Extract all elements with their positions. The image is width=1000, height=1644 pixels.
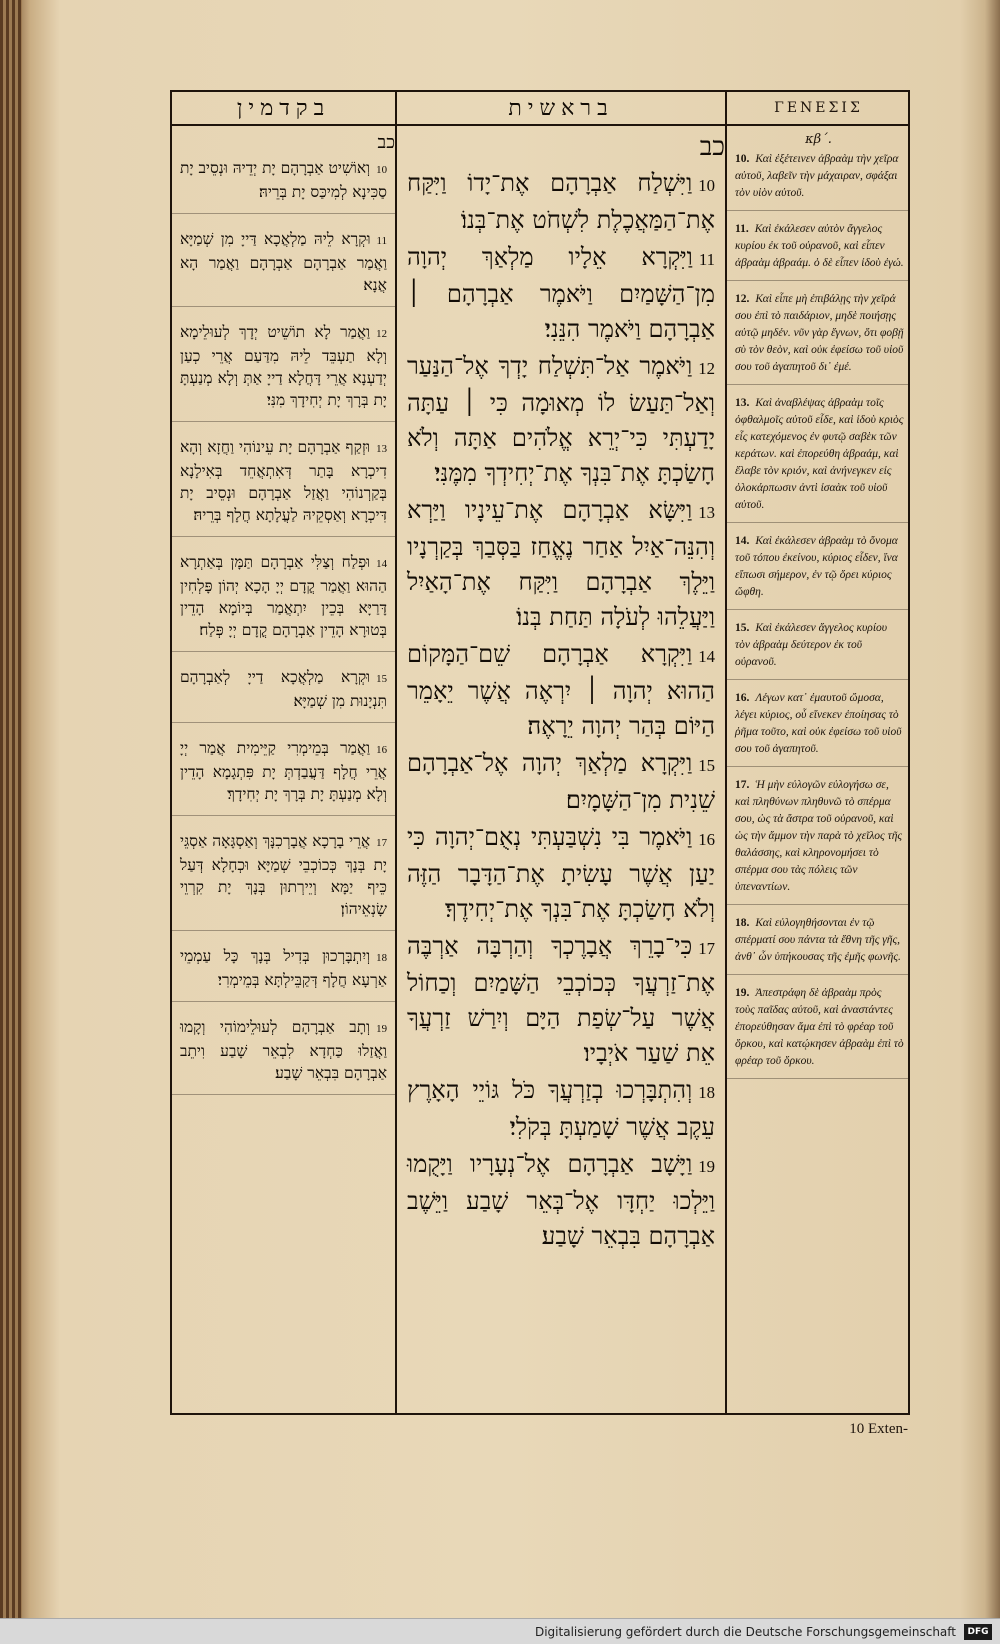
- verse-number: 18.: [735, 917, 750, 929]
- book-edge: [0, 0, 22, 1644]
- verse-text: וַאֲמַר לָא תוֹשֵׁיט יְדָךְ לְעוּלֵימָא וְלָא תַעְבֵּד לֵיהּ מִדַּעַם אֲרֵי כְעַן יְדַעְנָא אֲרֵי דָּחֲלָא דַייָ אַתְּ וְלָא מְנַעְתָּ יָת בְּרָךְ יָת יְחִידָךְ מִנִּי׃: [180, 323, 387, 409]
- verse-text: וְהִתְבָּרְכוּ בְזַרְעֲךָ כֹּל גּוֹיֵי הָאָרֶץ עֵקֶב אֲשֶׁר שָׁמַעְתָּ בְּקֹלִי׃: [407, 1076, 715, 1141]
- verse-text: וַיִּקְרָא אֵלָיו מַלְאַךְ יְהוָה מִן־הַשָּׁמַיִם וַיֹּאמֶר אַבְרָהָם ׀ אַבְרָהָם וַיֹּאמֶר הִנֵּנִי׃: [407, 243, 715, 343]
- verse-number: 10: [698, 176, 715, 195]
- verse: [727, 690, 910, 767]
- verse: [727, 985, 910, 1079]
- greek-verses: [727, 151, 910, 1079]
- verse: [172, 737, 395, 816]
- verse-number: 16: [698, 830, 715, 849]
- greek-column: [727, 92, 910, 1413]
- verse-number: 19: [698, 1157, 715, 1176]
- verse-number: 16: [376, 744, 387, 756]
- verse: [397, 493, 725, 635]
- verse-text: וּקְרָא מַלְאֲכָא דַייָ לְאַבְרָהָם תִּנְיָנוּת מִן שְׁמַיָּא׃: [180, 668, 387, 710]
- verse-text: Καὶ ἐκάλεσεν ἀβραὰμ τὸ ὄνομα τοῦ τόπου ἐκείνου, κύριος εἶδεν, ἵνα εἴπωσι σήμερον, ἐν τῷ ὄρει κύριος ὤφθη.: [735, 535, 898, 598]
- verse-text: Λέγων κατ᾿ ἐμαυτοῦ ὤμοσα, λέγει κύριος, οὗ εἵνεκεν ἐποίησας τὸ ῥῆμα τοῦτο, καὶ οὐκ ἐφείσω τοῦ υἱοῦ σου τοῦ ἀγαπητοῦ.: [735, 692, 902, 755]
- verse-text: וַיִּשְׁלַח אַבְרָהָם אֶת־יָדוֹ וַיִּקַּח אֶת־הַמַּאֲכֶלֶת לִשְׁחֹט אֶת־בְּנוֹ׃: [407, 169, 715, 234]
- verse: [727, 533, 910, 610]
- hebrew-verses: [397, 166, 725, 1254]
- verse-text: וְאוֹשִׁיט אַבְרָהָם יָת יְדֵיהּ וּנְסֵיב יָת סַכִּינָא לְמִיכַּס יָת בְּרֵיהּ׃: [180, 159, 387, 201]
- verse-text: וּפְלַח וְצַלִּי אַבְרָהָם תַּמָּן בְּאַתְרָא הַהוּא וַאֲמַר קֳדָם יְיָ הָכָא יְהוֹן פָּלְחִין דָּרַיָּא בְּכֵין יִתְאֲמַר בְּיוֹמָא הָדֵין בְּטוּרָא הָדֵין אַבְרָהָם קֳדָם יְיָ פְּלַח׃: [180, 553, 387, 639]
- verse-number: 10.: [735, 153, 750, 165]
- verse-number: 12: [376, 328, 387, 340]
- verse-text: וַיָּשָׁב אַבְרָהָם אֶל־נְעָרָיו וַיָּקֻמוּ וַיֵּלְכוּ יַחְדָּו אֶל־בְּאֵר שָׁבַע וַיֵּשֶׁב אַבְרָהָם בִּבְאֵר שָׁבַע׃: [407, 1150, 715, 1250]
- verse-text: וַיֹּאמֶר אַל־תִּשְׁלַח יָדְךָ אֶל־הַנַּעַר וְאַל־תַּעַשׂ לוֹ מְאוּמָה כִּי ׀ עַתָּה יָדַעְתִּי כִּי־יְרֵא אֱלֹהִים אַתָּה וְלֹא חָשַׂכְתָּ אֶת־בִּנְךָ אֶת־יְחִידְךָ מִמֶּנִּי׃: [407, 352, 715, 487]
- verse: [397, 240, 725, 347]
- verse-number: 13: [698, 503, 715, 522]
- verse: [727, 291, 910, 385]
- verse-number: 18: [376, 952, 387, 964]
- verse-number: 13: [376, 443, 387, 455]
- verse: [397, 349, 725, 491]
- verse: [172, 228, 395, 307]
- footer-text: Digitalisierung gefördert durch die Deutsche Forschungsgemeinschaft: [534, 1624, 956, 1639]
- hebrew-chapter: כב: [699, 132, 725, 162]
- verse-text: וַיִּקְרָא אַבְרָהָם שֵׁם־הַמָּקוֹם הַהוּא יְהוָה ׀ יִרְאֶה אֲשֶׁר יֵאָמֵר הַיּוֹם בְּהַר יְהוָה יֵרָאֶה׃: [407, 640, 715, 740]
- verse: [727, 777, 910, 905]
- verse-number: 19.: [735, 987, 750, 999]
- verse-text: וּזְקַף אַבְרָהָם יָת עֵינוֹהִי וַחֲזָא וְהָא דִיכְרָא בָּתַר דְּאִתְאֲחֵד בְּאִילָנָא בְּקַרְנוֹהִי וַאֲזַל אַבְרָהָם וּנְסֵיב יָת דִּיכְרָא וְאַסְקֵיהּ לַעֲלָתָא חֲלָף בְּרֵיהּ׃: [180, 438, 387, 524]
- verse-number: 15: [698, 756, 715, 775]
- targum-chapter: כב: [377, 132, 395, 153]
- verse-number: 12: [698, 359, 715, 378]
- verse: [397, 637, 725, 744]
- verse-number: 19: [376, 1023, 387, 1035]
- targum-column: [172, 92, 397, 1413]
- dfg-logo-icon: DFG: [964, 1624, 992, 1640]
- verse-text: Καὶ ἐξέτεινεν ἀβραὰμ τὴν χεῖρα αὐτοῦ, λαβεῖν τὴν μάχαιραν, σφάξαι τὸν υἱὸν αὐτοῦ.: [735, 153, 899, 199]
- verse-number: 18: [698, 1083, 715, 1102]
- verse: [397, 746, 725, 818]
- verse-number: 17: [698, 939, 715, 958]
- targum-header: בקדמין: [172, 92, 395, 126]
- verse: [727, 151, 910, 211]
- targum-verses: [172, 157, 395, 1095]
- verse-number: 11: [376, 235, 387, 247]
- verse: [172, 321, 395, 422]
- verse-text: וְיִתְבָּרְכוּן בְּדִיל בְּנָךְ כָּל עַמְמֵי אַרְעָא חֲלָף דְּקַבֵּילְתָּא בְּמֵימְרִי׃: [180, 947, 387, 989]
- verse-number: 11: [698, 250, 715, 269]
- verse-text: אֲרֵי בָרָכָא אֲבָרְכִנָּךְ וְאַסְגָּאָה אַסְגֵּי יָת בְּנָךְ כְּכוֹכְבֵי שְׁמַיָּא וּכְחָלָא דְּעַל כֵּיף יַמָּא וְיֵירְתוּן בְּנָךְ יָת קִרְוֵי שָׂנְאֵיהוֹן׃: [180, 832, 387, 918]
- hebrew-column: [397, 92, 727, 1413]
- verse-number: 16.: [735, 692, 750, 704]
- verse-number: 10: [376, 164, 387, 176]
- verse-number: 14: [698, 647, 715, 666]
- verse: [397, 166, 725, 238]
- verse-text: Καὶ ἀναβλέψας ἀβραὰμ τοῖς ὀφθαλμοῖς αὐτοῦ εἶδε, καὶ ἰδοὺ κριὸς εἷς κατεχόμενος ἐν φυτῷ σαβὲκ τῶν κεράτων. καὶ ἐπορεύθη ἀβραάμ, καὶ ἔλαβε τὸν κριόν, καὶ ἀνήνεγκεν εἰς ὁλοκάρπωσιν ἀντὶ ἰσαὰκ τοῦ υἱοῦ αὐτοῦ.: [735, 397, 904, 511]
- verse-number: 12.: [735, 293, 750, 305]
- verse: [172, 830, 395, 931]
- verse-text: וַאֲמַר בְּמֵימְרִי קַיֵּימִית אֲמַר יְיָ אֲרֵי חֲלָף דַּעֲבַדְתְּ יָת פִּתְגָמָא הָדֵין וְלָא מְנַעְתָּ יָת בְּרָךְ יָת יְחִידָךְ׃: [180, 739, 387, 803]
- verse-text: וּקְרָא לֵיהּ מַלְאֲכָא דַּייָ מִן שְׁמַיָּא וַאֲמַר אַבְרָהָם אַבְרָהָם וַאֲמַר הָא אֲנָא׃: [180, 230, 387, 294]
- verse-number: 15: [376, 673, 387, 685]
- verse-text: Καὶ ἐκάλεσεν ἄγγελος κυρίου τὸν ἀβραὰμ δεύτερον ἐκ τοῦ οὐρανοῦ.: [735, 622, 888, 668]
- verse-number: 17.: [735, 779, 750, 791]
- verse: [172, 945, 395, 1002]
- verse: [727, 915, 910, 975]
- verse-text: וַיֹּאמֶר בִּי נִשְׁבַּעְתִּי נְאֻם־יְהוָה כִּי יַעַן אֲשֶׁר עָשִׂיתָ אֶת־הַדָּבָר הַזֶּה וְלֹא חָשַׂכְתָּ אֶת־בִּנְךָ אֶת־יְחִידֶךָ׃: [407, 823, 715, 923]
- verse-text: וַיִּקְרָא מַלְאַךְ יְהוָה אֶל־אַבְרָהָם שֵׁנִית מִן־הַשָּׁמָיִם׃: [407, 749, 715, 814]
- verse-text: Καὶ εὐλογηθήσονται ἐν τῷ σπέρματί σου πάντα τὰ ἔθνη τῆς γῆς, ἀνθ᾿ ὧν ὑπήκουσας τῆς ἐμῆς φωνῆς.: [735, 917, 901, 963]
- verse: [727, 221, 910, 281]
- verse: [172, 551, 395, 652]
- text-frame: [170, 90, 910, 1415]
- verse: [172, 1016, 395, 1095]
- verse: [172, 666, 395, 723]
- verse-text: כִּי־בָרֵךְ אֲבָרֶכְךָ וְהַרְבָּה אַרְבֶּה אֶת־זַרְעֲךָ כְּכוֹכְבֵי הַשָּׁמַיִם וְכַחוֹל אֲשֶׁר עַל־שְׂפַת הַיָּם וְיִרַשׁ זַרְעֲךָ אֵת שַׁעַר אֹיְבָיו׃: [407, 932, 715, 1067]
- greek-chapter: κβ΄.: [805, 132, 832, 147]
- verse: [397, 1073, 725, 1145]
- verse-number: 14: [376, 558, 387, 570]
- verse-number: 15.: [735, 622, 750, 634]
- verse-text: Ἡ μὴν εὐλογῶν εὐλογήσω σε, καὶ πληθύνων πληθυνῶ τὸ σπέρμα σου, ὡς τὰ ἄστρα τοῦ οὐρανοῦ, καὶ ὡς τὴν ἄμμον τὴν παρὰ τὸ χεῖλος τῆς θαλάσσης, καὶ κληρονομήσει τὸ σπέρμα σου τὰς πόλεις τῶν ὑπεναντίων.: [735, 779, 903, 893]
- verse: [727, 620, 910, 680]
- verse: [397, 1147, 725, 1254]
- verse: [172, 157, 395, 214]
- verse-number: 11.: [735, 223, 749, 235]
- verse-text: Καὶ εἶπε μὴ ἐπιβάλῃς τὴν χεῖρά σου ἐπὶ τὸ παιδάριον, μηδὲ ποιήσῃς αὐτῷ μηδέν. νῦν γὰρ ἔγνων, ὅτι φοβῇ σὺ τὸν θεὸν, καὶ οὐκ ἐφείσω τοῦ υἱοῦ σου τοῦ ἀγαπητοῦ δι᾿ ἐμέ.: [735, 293, 904, 373]
- verse: [172, 436, 395, 537]
- greek-header: ΓΕΝΕΣΙΣ: [727, 92, 910, 126]
- hebrew-header: בראשית: [397, 92, 725, 126]
- verse: [397, 929, 725, 1071]
- verse-text: Ἀπεστράφη δὲ ἀβραὰμ πρὸς τοὺς παῖδας αὐτοῦ, καὶ ἀναστάντες ἐπορεύθησαν ἅμα ἐπὶ τὸ φρέαρ τοῦ ὅρκου, καὶ κατῴκησεν ἀβραὰμ ἐπὶ τὸ φρέαρ τοῦ ὅρκου.: [735, 987, 904, 1067]
- catchword: 10 Exten-: [849, 1421, 908, 1437]
- verse-number: 17: [376, 837, 387, 849]
- verse-text: וַיִּשָּׂא אַבְרָהָם אֶת־עֵינָיו וַיַּרְא וְהִנֵּה־אַיִל אַחַר נֶאֱחַז בַּסְּבַךְ בְּקַרְנָיו וַיֵּלֶךְ אַבְרָהָם וַיִּקַּח אֶת־הָאַיִל וַיַּעֲלֵהוּ לְעֹלָה תַּחַת בְּנוֹ׃: [407, 496, 715, 631]
- verse-number: 13.: [735, 397, 750, 409]
- digitization-footer: [0, 1618, 1000, 1644]
- verse-number: 14.: [735, 535, 750, 547]
- verse: [727, 395, 910, 523]
- verse-text: Καὶ ἐκάλεσεν αὐτὸν ἄγγελος κυρίου ἐκ τοῦ οὐρανοῦ, καὶ εἶπεν ἀβραὰμ ἀβραάμ. ὁ δὲ εἶπεν ἰδοὺ ἐγώ.: [735, 223, 904, 269]
- verse-text: וְתָב אַבְרָהָם לְעוּלֵימוֹהִי וְקָמוּ וַאֲזַלוּ כַּחְדָא לִבְאֵר שָׁבַע וִיתֵב אַבְרָהָם בִּבְאֵר שָׁבַע׃: [180, 1018, 387, 1082]
- verse: [397, 820, 725, 927]
